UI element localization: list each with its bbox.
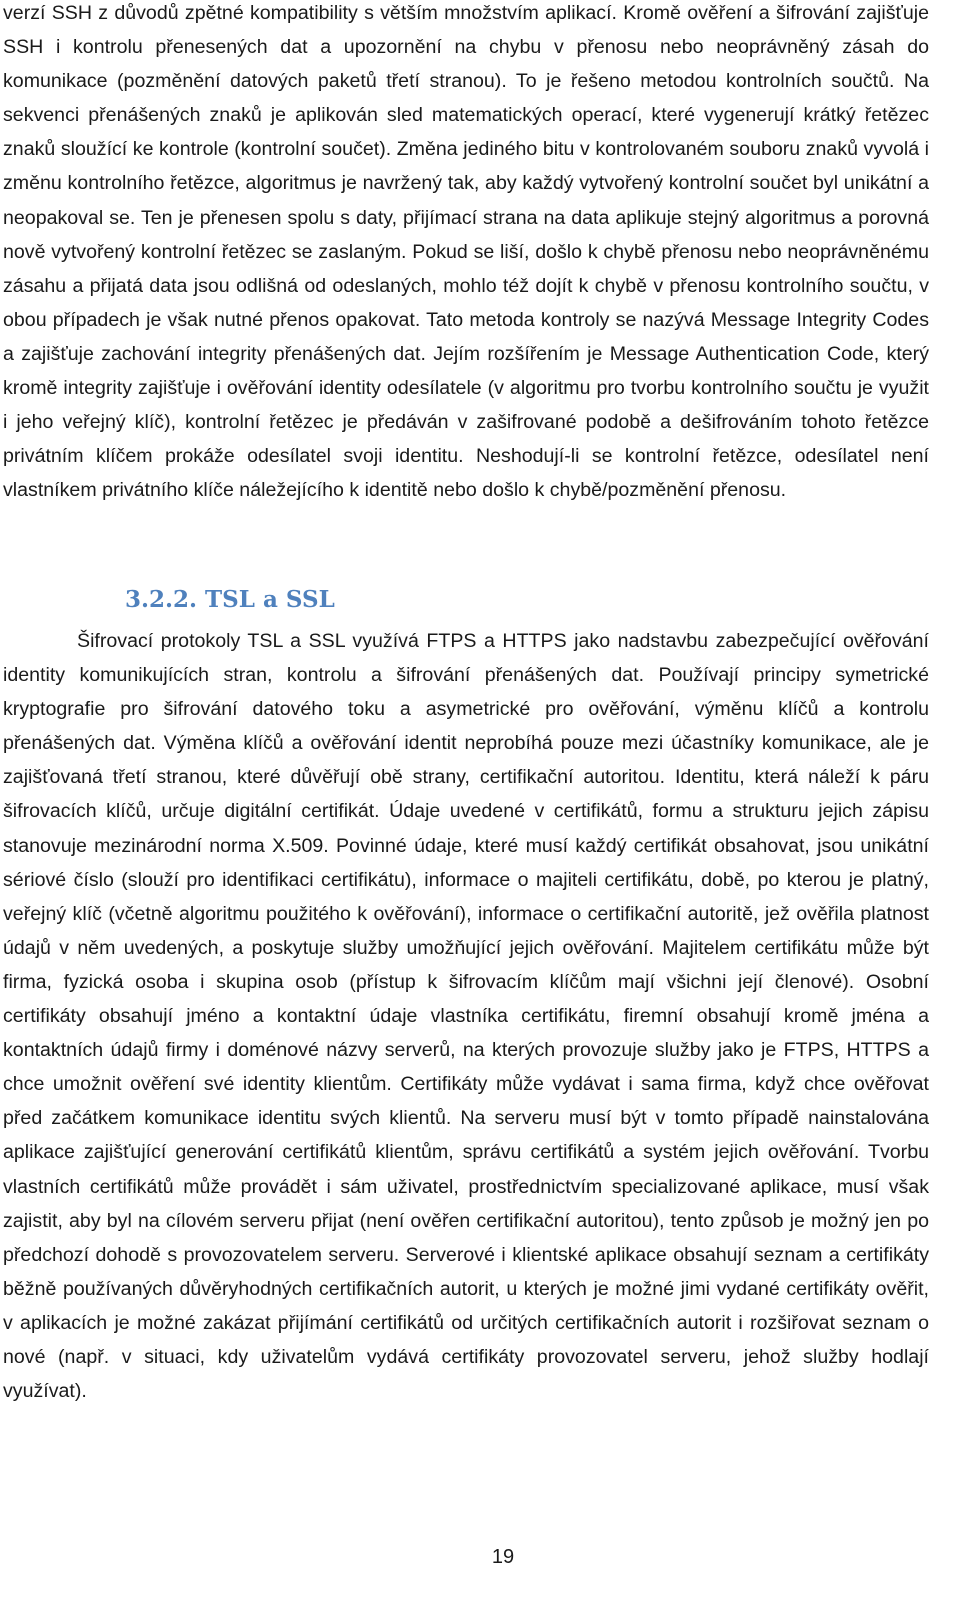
body-paragraph-tsl-ssl: Šifrovací protokoly TSL a SSL využívá FTPS a HTTPS jako nadstavbu zabezpečující ověřování identity komunikujících stran, kontrolu a šifrování přenášených dat. Používají principy symetrické kryptografie pro šifrování datového toku a asymetrické pro ověřování, výměnu klíčů a kontrolu přenášených dat. Výměna klíčů a ověřování identit neprobíhá pouze mezi účastníky komunikace, ale je zajišťovaná třetí stranou, které důvěřují obě strany, certifikační autoritou. Identitu, která náleží k páru šifrovacích klíčů, určuje digitální certifikát. Údaje uvedené v certifikátů, formu a strukturu jejich zápisu stanovuje mezinárodní norma X.509. Povinné údaje, které musí každý certifikát obsahovat, jsou unikátní sériové číslo (slouží pro identifikaci certifikátu), informace o majiteli certifikátu, době, po kterou je platný, veřejný klíč (včetně algoritmu použitého k ověřování), informace o certifikační autoritě, jež ověřila platnost údajů v něm uvedených, a poskytuje služby umožňující jejich ověřování. Majitelem certifikátu může být firma, fyzická osoba i skupina osob (přístup k šifrovacím klíčům mají všichni její členové). Osobní certifikáty obsahují jméno a kontaktní údaje vlastníka certifikátu, firemní obsahují kromě jména a kontaktních údajů firmy i doménové názvy serverů, na kterých provozuje služby jako je FTPS, HTTPS a chce umožnit ověření své identity klientům. Certifikáty může vydávat i sama firma, když chce ověřovat před začátkem komunikace identitu svých klientů. Na serveru musí být v tomto případě nainstalována aplikace zajišťující generování certifikátů klientům, správu certifikátů a systém jejich ověřování. Tvorbu vlastních certifikátů může provádět i sám uživatel, prostřednictvím specializované aplikace, musí však zajistit, aby byl na cílovém serveru přijat (není ověřen certifikační autoritou), tento způsob je možný jen po předchozí dohodě s provozovatelem serveru. Serverové i klientské aplikace obsahují seznam a certifikáty běžně používaných důvěryhodných certifikačních autorit, u kterých je možné jimi vydané certifikáty ověřit, v aplikacích je možné zakázat přijímání certifikátů od určitých certifikačních autorit i rozšiřovat seznam o nové (např. v situaci, kdy uživatelům vydává certifikáty provozovatel serveru, jehož služby hodlají využívat). <box>3 630 929 1403</box>
page-number: 19 <box>491 1546 515 1568</box>
section-heading: 3.2.2. TSL a SSL <box>125 586 335 613</box>
body-paragraph-ssh: verzí SSH z důvodů zpětné kompatibility s větším množstvím aplikací. Kromě ověření a šifrování zajišťuje SSH i kontrolu přenesených dat a upozornění na chybu v přenosu nebo neoprávněný zásah do komunikace (pozměnění datových paketů třetí stranou). To je řešeno metodou kontrolních součtů. Na sekvenci přenášených znaků je aplikován sled matematických operací, které vygenerují krátký řetězec znaků sloužící ke kontrole (kontrolní součet). Změna jediného bitu v kontrolovaném souboru znaků vyvolá i změnu kontrolního řetězce, algoritmus je navržený tak, aby každý vytvořený kontrolní součet byl unikátní a neopakoval se. Ten je přenesen spolu s daty, přijímací strana na data aplikuje stejný algoritmus a porovná nově vytvořený kontrolní řetězec se zaslaným. Pokud se liší, došlo k chybě přenosu nebo neoprávněnému zásahu a přijatá data jsou odlišná od odeslaných, mohlo též dojít k chybě v přenosu kontrolního součtu, v obou případech je však nutné přenos opakovat. Tato metoda kontroly se nazývá Message Integrity Codes a zajišťuje zachování integrity přenášených dat. Jejím rozšířením je Message Authentication Code, který kromě integrity zajišťuje i ověřování identity odesílatele (v algoritmu pro tvorbu kontrolního součtu je využit i jeho veřejný klíč), kontrolní řetězec je předáván v zašifrované podobě a dešifrováním tohoto řetězce privátním klíčem prokáže odesílatel svoji identitu. Neshodují-li se kontrolní řetězce, odesílatel není vlastníkem privátního klíče náležejícího k identitě nebo došlo k chybě/pozměnění přenosu. <box>3 2 929 502</box>
